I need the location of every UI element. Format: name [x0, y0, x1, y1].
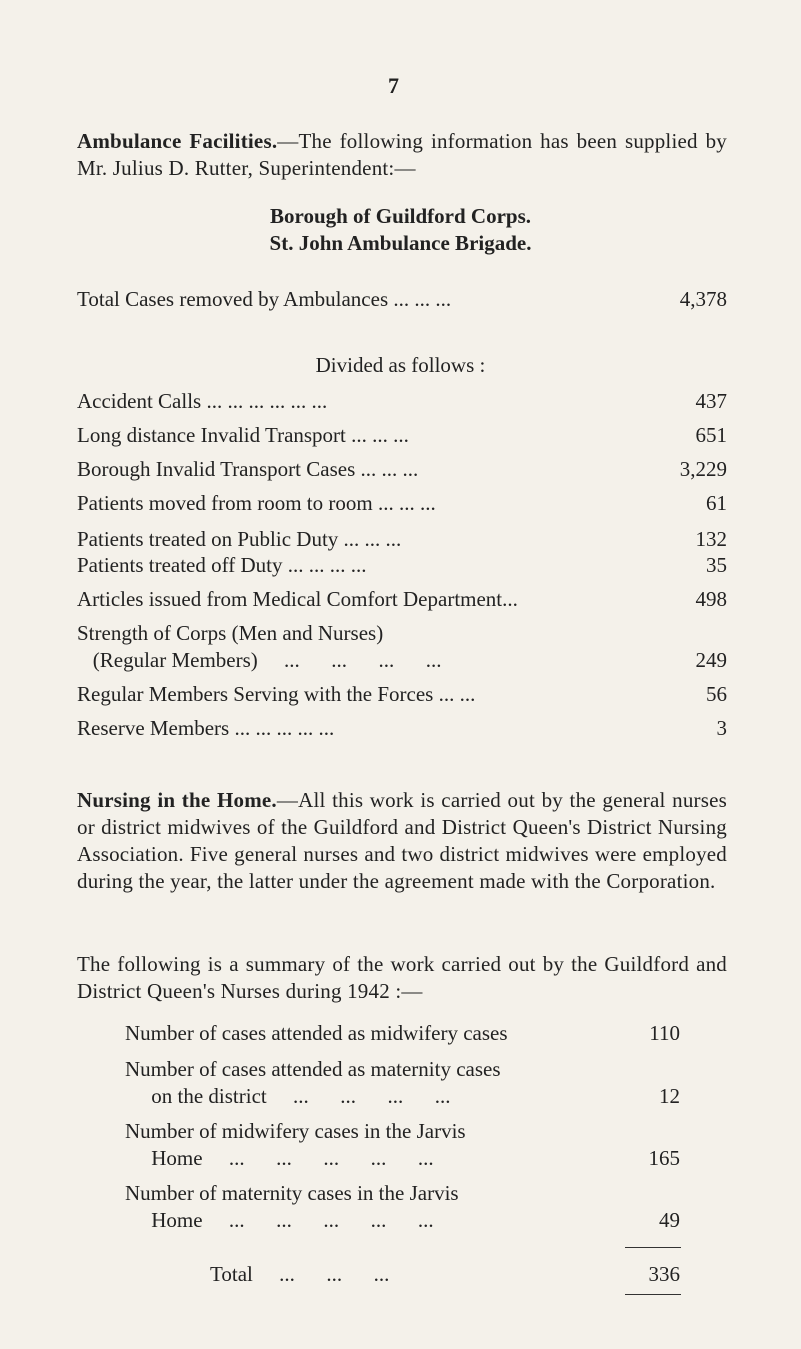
stat-value: 437: [695, 389, 727, 413]
corps-heading: Borough of Guildford Corps.: [270, 204, 531, 228]
summary-label: Home ... ... ... ... ...: [125, 1208, 434, 1232]
stat-value: 3,229: [679, 457, 727, 481]
total-rule-top: [625, 1247, 681, 1248]
summary-label: Number of cases attended as maternity cases: [125, 1057, 501, 1081]
stat-row: [77, 648, 727, 673]
summary-row: [125, 1119, 680, 1144]
brigade-heading: St. John Ambulance Brigade.: [269, 231, 532, 255]
stat-row: [77, 682, 727, 707]
nursing-heading: Nursing in the Home.: [77, 788, 277, 812]
stat-row: [77, 423, 727, 448]
summary-row: [125, 1021, 680, 1046]
stat-label: Strength of Corps (Men and Nurses): [77, 621, 384, 645]
nursing-text: —All this work is carried out by the general nurses or district midwives of the Guildford and District Queen's District Nursing Association. Five general nurses and two district midwives were employed during the year, the latter under the agreement made with the Corporation.: [77, 788, 727, 893]
stat-value: 35: [706, 553, 727, 577]
summary-value: 49: [659, 1208, 680, 1232]
summary-value: 110: [649, 1021, 680, 1045]
total-cases-row: [77, 287, 727, 312]
stat-label: Regular Members Serving with the Forces ... ...: [77, 682, 476, 706]
summary-total-row: [210, 1262, 680, 1287]
stat-value: [637, 621, 727, 646]
stat-label: Borough Invalid Transport Cases ... ... ...: [77, 457, 419, 481]
summary-value: [620, 1119, 680, 1144]
stat-label: Reserve Members ... ... ... ... ...: [77, 716, 335, 740]
summary-value: 165: [648, 1146, 680, 1170]
summary-row: [125, 1146, 680, 1171]
stat-value: 3: [716, 716, 727, 740]
stat-row: [77, 491, 727, 516]
total-rule-bottom: [625, 1294, 681, 1295]
stat-row: [77, 716, 727, 741]
stat-label: Patients moved from room to room ... ... ...: [77, 491, 436, 515]
summary-label: Number of maternity cases in the Jarvis: [125, 1181, 459, 1205]
summary-label: Number of cases attended as midwifery cases: [125, 1021, 508, 1045]
ambulance-text: —The following information has been supplied by Mr. Julius D. Rutter, Superintendent:—: [77, 129, 727, 180]
summary-row: [125, 1208, 680, 1233]
stat-row: [77, 457, 727, 482]
stat-value: 56: [706, 682, 727, 706]
stat-row: [77, 587, 727, 612]
summary-label: Number of midwifery cases in the Jarvis: [125, 1119, 466, 1143]
summary-label: Home ... ... ... ... ...: [125, 1146, 434, 1170]
summary-value: 12: [659, 1084, 680, 1108]
stat-label: Patients treated on Public Duty ... ... ...: [77, 527, 402, 551]
page-number: 7: [388, 73, 399, 98]
nursing-paragraph: [77, 787, 727, 895]
stat-label: Long distance Invalid Transport ... ... ...: [77, 423, 409, 447]
ambulance-paragraph: [77, 128, 727, 182]
stat-label: (Regular Members) ... ... ... ...: [77, 648, 442, 672]
summary-total-label: Total ... ... ...: [210, 1262, 390, 1286]
divided-label: Divided as follows :: [315, 353, 486, 377]
total-cases-value: 4,378: [679, 287, 727, 311]
total-cases-label: Total Cases removed by Ambulances ... ... ...: [77, 287, 452, 311]
summary-total-value: 336: [648, 1262, 680, 1286]
stat-value: 249: [695, 648, 727, 672]
stat-row: [77, 527, 727, 552]
stat-row: [77, 389, 727, 414]
stat-row: [77, 621, 727, 646]
summary-row: [125, 1084, 680, 1109]
stat-value: 61: [706, 491, 727, 515]
summary-value: [620, 1057, 680, 1082]
ambulance-heading: Ambulance Facilities.: [77, 129, 278, 153]
stat-value: 498: [695, 587, 727, 611]
stat-label: Accident Calls ... ... ... ... ... ...: [77, 389, 328, 413]
stat-label: Articles issued from Medical Comfort Department...: [77, 587, 518, 611]
summary-row: [125, 1057, 680, 1082]
summary-row: [125, 1181, 680, 1206]
stat-row: [77, 553, 727, 578]
summary-value: [620, 1181, 680, 1206]
stat-value: 651: [695, 423, 727, 447]
stat-label: Patients treated off Duty ... ... ... ...: [77, 553, 367, 577]
summary-intro: The following is a summary of the work carried out by the Guildford and District Queen's Nurses during 1942 :—: [77, 952, 727, 1003]
stat-value: 132: [695, 527, 727, 551]
summary-label: on the district ... ... ... ...: [125, 1084, 451, 1108]
